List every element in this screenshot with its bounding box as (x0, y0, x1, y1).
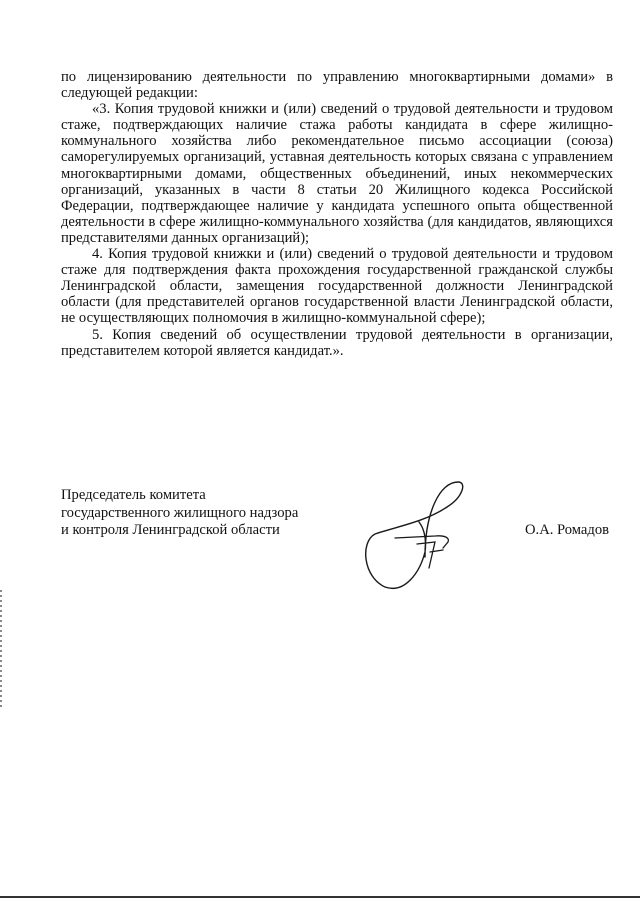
paragraph-item-5: 5. Копия сведений об осуществлении трудовой деятельности в организации, представителем которой является кандидат.». (61, 326, 613, 359)
paragraph-item-3: «3. Копия трудовой книжки и (или) сведений о трудовой деятельности и трудовом стаже, подтверждающих наличие стажа работы кандидата в сфере жилищно-коммунального хозяйства либо рекомендательное письмо ассоциации (союза) саморегулируемых организаций, уставная деятельность которых связана с управлением многоквартирными домами, общественных объединений, иных некоммерческих организаций, указанных в части 8 статьи 20 Жилищного кодекса Российской Федерации, подтверждающее наличие у кандидата успешного опыта общественной деятельности в сфере жилищно-коммунального хозяйства (для кандидатов, являющихся представителями данных организаций); (61, 101, 613, 246)
signatory-title-line: Председатель комитета (61, 487, 206, 503)
signatory-title (61, 487, 298, 540)
page-bottom-edge (0, 896, 640, 898)
signatory-name: О.А. Ромадов (525, 522, 610, 538)
handwritten-signature (355, 472, 480, 597)
paragraph-item-4: 4. Копия трудовой книжки и (или) сведений о трудовой деятельности и трудовом стаже для подтверждения факта прохождения государственной гражданской службы Ленинградской области, замещения государственной должности Ленинградской области (для представителей органов государственной власти Ленинградской области, не осуществляющих полномочия в жилищно-коммунальной сфере); (61, 246, 613, 327)
signatory-title-line: и контроля Ленинградской области (61, 522, 280, 538)
signatory-title-line: государственного жилищного надзора (61, 504, 299, 521)
scan-edge-mark (0, 590, 2, 710)
document-body (61, 69, 613, 359)
paragraph-intro: по лицензированию деятельности по управлению многоквартирными домами» в следующей редакции: (61, 69, 613, 102)
